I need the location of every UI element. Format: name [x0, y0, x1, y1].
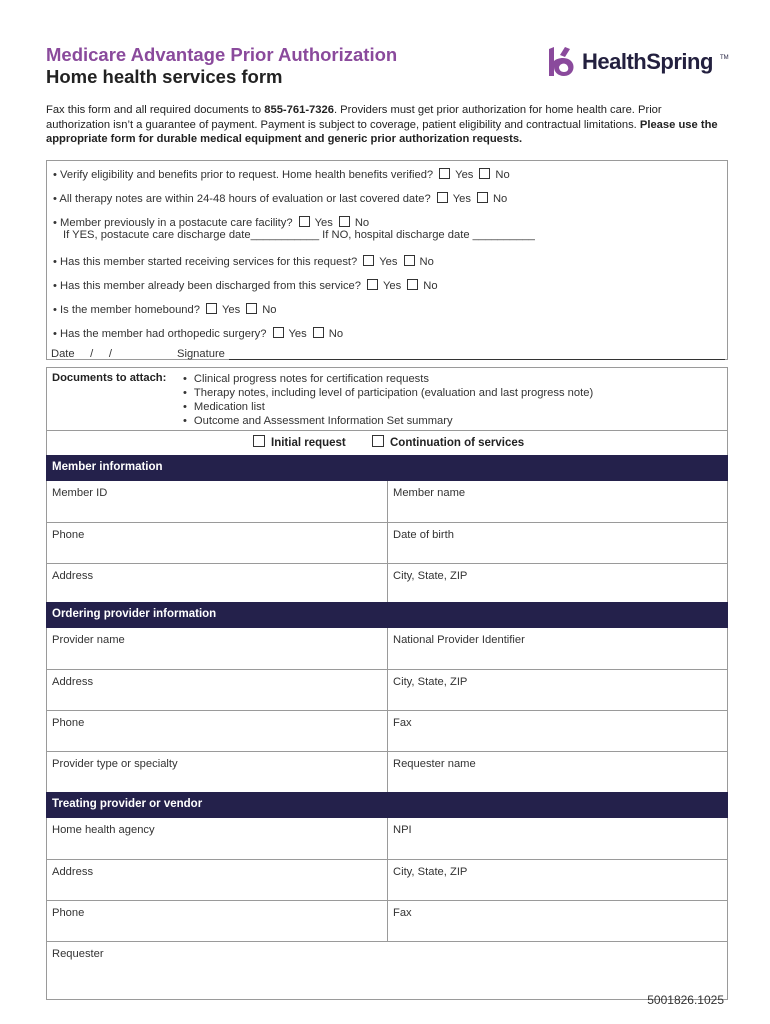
member-name-field[interactable]: Member name	[393, 487, 466, 499]
continuation-checkbox[interactable]	[372, 435, 384, 447]
intro-text-1: Fax this form and all required documents to	[46, 104, 265, 116]
documents-list	[183, 372, 593, 428]
form-subtitle: Home health services form	[46, 66, 283, 87]
question-benefits-verified: • Verify eligibility and benefits prior to request. Home health benefits verified? Yes No	[53, 169, 510, 181]
list-item: • Outcome and Assessment Information Set summary	[183, 414, 593, 428]
intro-bold-note: Please use the appropriate form for durable medical equipment and generic prior authorization requests.	[46, 118, 718, 145]
table-row	[47, 563, 727, 604]
form-title: Medicare Advantage Prior Authorization	[46, 44, 398, 65]
column-divider	[387, 901, 388, 941]
member-information-header: Member information	[46, 455, 728, 481]
ordering-provider-grid	[46, 628, 728, 793]
discharged-yes-checkbox[interactable]	[367, 279, 378, 290]
table-row	[47, 522, 727, 563]
question-text: Verify eligibility and benefits prior to request. Home health benefits verified?	[60, 169, 434, 181]
treating-provider-grid	[46, 818, 728, 1000]
column-divider	[387, 628, 388, 669]
no-label: No	[328, 328, 344, 340]
discharged-no-checkbox[interactable]	[407, 279, 418, 290]
provider-phone-field[interactable]: Phone	[52, 717, 85, 729]
intro-paragraph	[46, 103, 726, 147]
vendor-city-state-zip-field[interactable]: City, State, ZIP	[393, 866, 468, 878]
date-of-birth-field[interactable]: Date of birth	[393, 529, 454, 541]
question-postacute: • Member previously in a postacute care facility? Yes No If YES, postacute care discharge date___________ If NO, hospital discharge date __________	[53, 217, 535, 241]
fax-number: 855-761-7326	[264, 104, 334, 116]
benefits-yes-checkbox[interactable]	[439, 168, 450, 179]
initial-request-label: Initial request	[271, 437, 346, 449]
provider-city-state-zip-field[interactable]: City, State, ZIP	[393, 676, 468, 688]
question-text: Has this member started receiving services for this request?	[60, 256, 358, 268]
documents-label: Documents to attach:	[52, 372, 167, 384]
ordering-provider-header: Ordering provider information	[46, 602, 728, 628]
column-divider	[387, 860, 388, 900]
provider-specialty-field[interactable]: Provider type or specialty	[52, 758, 178, 770]
homebound-yes-checkbox[interactable]	[206, 303, 217, 314]
list-item: • Therapy notes, including level of participation (evaluation and last progress note)	[183, 386, 593, 400]
yes-label: Yes	[221, 304, 241, 316]
continuation-label: Continuation of services	[390, 437, 525, 449]
eligibility-questions	[46, 160, 728, 360]
yes-label: Yes	[452, 193, 471, 205]
provider-name-field[interactable]: Provider name	[52, 634, 125, 646]
started-yes-checkbox[interactable]	[363, 255, 374, 266]
table-row	[47, 818, 727, 859]
member-city-state-zip-field[interactable]: City, State, ZIP	[393, 570, 468, 582]
question-therapy-notes: • All therapy notes are within 24-48 hours of evaluation or last covered date? Yes No	[53, 193, 508, 205]
form-code: 5001826.1025	[647, 993, 724, 1007]
requester-field[interactable]: Requester	[52, 948, 104, 960]
vendor-address-field[interactable]: Address	[52, 866, 94, 878]
documents-to-attach	[46, 367, 728, 431]
healthspring-logo-mark-icon	[546, 45, 578, 79]
orthopedic-no-checkbox[interactable]	[313, 327, 324, 338]
signature-label: Signature	[177, 348, 225, 360]
benefits-no-checkbox[interactable]	[479, 168, 490, 179]
column-divider	[387, 481, 388, 522]
no-label: No	[354, 217, 370, 229]
question-text: Has the member had orthopedic surgery?	[60, 328, 267, 340]
postacute-yes-checkbox[interactable]	[299, 216, 310, 227]
orthopedic-yes-checkbox[interactable]	[273, 327, 284, 338]
question-text: Member previously in a postacute care facility?	[60, 217, 293, 229]
discharge-date-line[interactable]: If YES, postacute care discharge date___________ If NO, hospital discharge date __________	[63, 229, 535, 241]
question-discharged: • Has this member already been discharged from this service? Yes No	[53, 280, 438, 292]
date-field[interactable]: Date / /	[51, 348, 112, 360]
no-label: No	[262, 304, 277, 316]
therapy-no-checkbox[interactable]	[477, 192, 488, 203]
continuation-option[interactable]	[372, 435, 524, 449]
question-orthopedic: • Has the member had orthopedic surgery? Yes No	[53, 328, 344, 340]
no-label: No	[423, 280, 438, 292]
table-row	[47, 859, 727, 900]
signature-field[interactable]	[229, 359, 725, 360]
question-text: All therapy notes are within 24-48 hours of evaluation or last covered date?	[59, 193, 431, 205]
yes-label: Yes	[379, 256, 398, 268]
column-divider	[387, 670, 388, 710]
vendor-phone-field[interactable]: Phone	[52, 907, 85, 919]
question-started-services: • Has this member started receiving services for this request? Yes No	[53, 256, 434, 268]
column-divider	[387, 711, 388, 751]
list-item: • Clinical progress notes for certification requests	[183, 372, 593, 386]
column-divider	[387, 523, 388, 563]
initial-request-option[interactable]	[253, 435, 346, 449]
no-label: No	[419, 256, 434, 268]
table-row	[47, 941, 727, 999]
question-homebound: • Is the member homebound? Yes No	[53, 304, 277, 316]
healthspring-logo	[546, 45, 729, 79]
request-type-row	[46, 430, 728, 456]
question-text: Is the member homebound?	[60, 304, 200, 316]
yes-label: Yes	[314, 217, 333, 229]
started-no-checkbox[interactable]	[404, 255, 415, 266]
list-item: • Medication list	[183, 400, 593, 414]
vendor-npi-field[interactable]: NPI	[393, 824, 412, 836]
member-phone-field[interactable]: Phone	[52, 529, 85, 541]
intro-text-2: . Providers must get prior authorization for home health care. Prior authorization isn’t a guarantee of payment. Payment is subject to coverage, patient eligibility and contractual limitations.	[46, 104, 662, 131]
vendor-fax-field[interactable]: Fax	[393, 907, 412, 919]
homebound-no-checkbox[interactable]	[246, 303, 257, 314]
npi-field[interactable]: National Provider Identifier	[393, 634, 525, 646]
logo-wordmark: HealthSpring	[582, 49, 713, 74]
provider-address-field[interactable]: Address	[52, 676, 94, 688]
postacute-no-checkbox[interactable]	[339, 216, 350, 227]
therapy-yes-checkbox[interactable]	[437, 192, 448, 203]
member-information-grid	[46, 481, 728, 605]
home-health-agency-field[interactable]: Home health agency	[52, 824, 155, 836]
treating-provider-header: Treating provider or vendor	[46, 792, 728, 818]
no-label: No	[495, 169, 510, 181]
table-row	[47, 751, 727, 792]
logo-trademark: TM	[720, 55, 729, 61]
table-row	[47, 900, 727, 941]
table-row	[47, 710, 727, 751]
member-address-field[interactable]: Address	[52, 570, 94, 582]
member-id-field[interactable]: Member ID	[52, 487, 108, 499]
initial-request-checkbox[interactable]	[253, 435, 265, 447]
provider-fax-field[interactable]: Fax	[393, 717, 412, 729]
table-row	[47, 669, 727, 710]
column-divider	[387, 564, 388, 604]
yes-label: Yes	[288, 328, 307, 340]
table-row	[47, 628, 727, 669]
table-row	[47, 481, 727, 522]
requester-name-field[interactable]: Requester name	[393, 758, 476, 770]
yes-label: Yes	[455, 169, 474, 181]
column-divider	[387, 752, 388, 792]
question-text: Has this member already been discharged from this service?	[60, 280, 361, 292]
column-divider	[387, 818, 388, 859]
no-label: No	[492, 193, 508, 205]
yes-label: Yes	[383, 280, 402, 292]
